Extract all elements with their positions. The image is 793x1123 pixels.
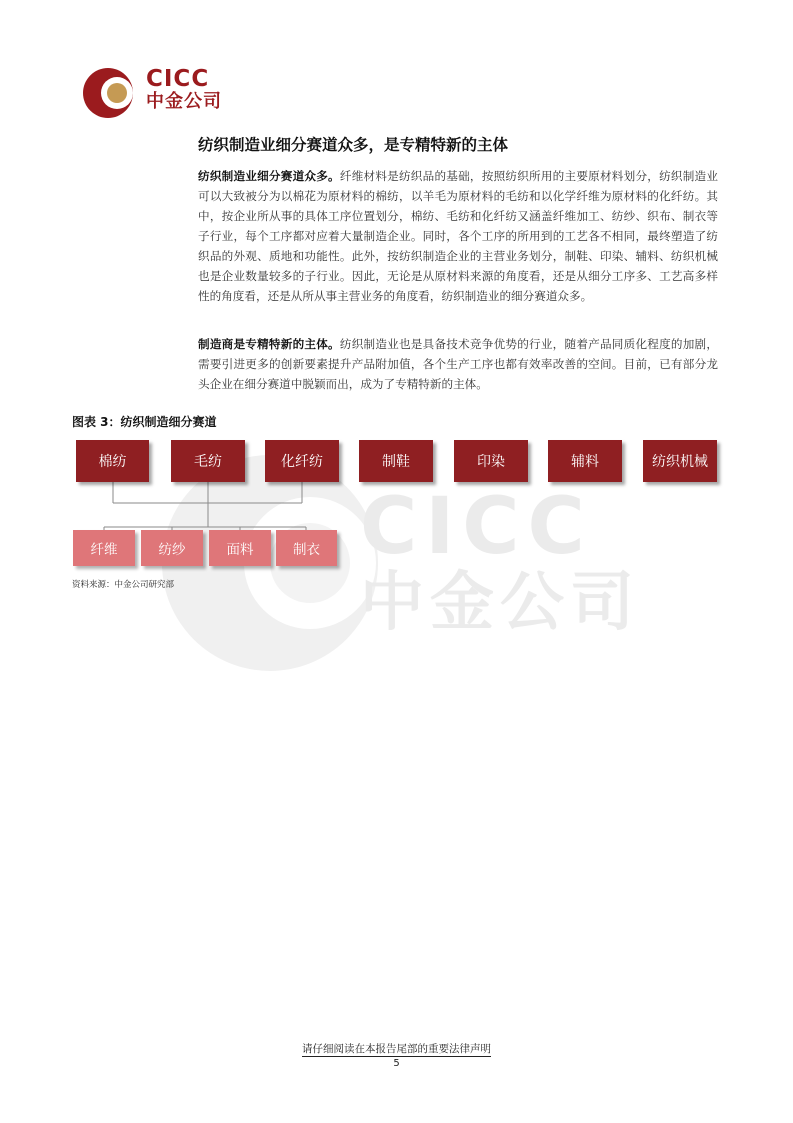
paragraph-2-text: 纺织制造业也是具备技术竞争优势的行业，随着产品同质化程度的加剧，需要引进更多的创新要素提升产品附加值，各个生产工序也都有效率改善的空间。目前，已有部分龙头企业在细分赛道中脱颖而出，成为了专精特新的主体。 (198, 337, 718, 391)
category-box-cotton: 棉纺 (76, 440, 149, 482)
category-box-chemical-fiber: 化纤纺 (265, 440, 339, 482)
paragraph-1-lead: 纺织制造业细分赛道众多。 (198, 169, 340, 183)
process-box-spinning: 纺纱 (141, 530, 203, 566)
process-box-fiber: 纤维 (73, 530, 135, 566)
section-heading: 纺织制造业细分赛道众多，是专精特新的主体 (198, 136, 509, 154)
category-box-dyeing: 印染 (454, 440, 528, 482)
figure-source: 资料来源：中金公司研究部 (72, 580, 175, 590)
paragraph-2-lead: 制造商是专精特新的主体。 (198, 337, 340, 351)
figure-caption: 图表 3：纺织制造细分赛道 (72, 415, 217, 429)
category-box-accessories: 辅料 (548, 440, 622, 482)
process-box-garment: 制衣 (276, 530, 337, 566)
category-box-textile-machinery: 纺织机械 (643, 440, 717, 482)
process-box-fabric: 面料 (209, 530, 271, 566)
category-box-footwear: 制鞋 (359, 440, 433, 482)
legal-disclaimer (0, 1041, 793, 1056)
logo-name-en: CICC (146, 66, 210, 92)
category-box-wool: 毛纺 (171, 440, 245, 482)
page-number: 5 (393, 1058, 400, 1069)
legal-disclaimer-text: 请仔细阅读在本报告尾部的重要法律声明 (302, 1043, 491, 1055)
watermark-name-cn: 中金公司 (360, 566, 640, 640)
logo-name-cn: 中金公司 (146, 91, 222, 112)
paragraph-1-text: 纤维材料是纺织品的基础，按照纺织所用的主要原材料划分，纺织制造业可以大致被分为以棉花为原材料的棉纺，以羊毛为原材料的毛纺和以化学纤维为原材料的化纤纺。其中，按企业所从事的具体工序位置划分，棉纺、毛纺和化纤纺又涵盖纤维加工、纺纱、织布、制衣等子行业，每个工序都对应着大量制造企业。同时，各个工序的所用到的工艺各不相同，最终塑造了纺织品的外观、质地和功能性。此外，按纺织制造企业的主营业务划分，制鞋、印染、辅料、纺织机械也是企业数量较多的子行业。因此，无论是从原材料来源的角度看，还是从细分工序多、工艺高多样性的角度看，还是从所从事主营业务的角度看，纺织制造业的细分赛道众多。 (198, 169, 718, 303)
watermark-name-en: CICC (360, 482, 593, 572)
